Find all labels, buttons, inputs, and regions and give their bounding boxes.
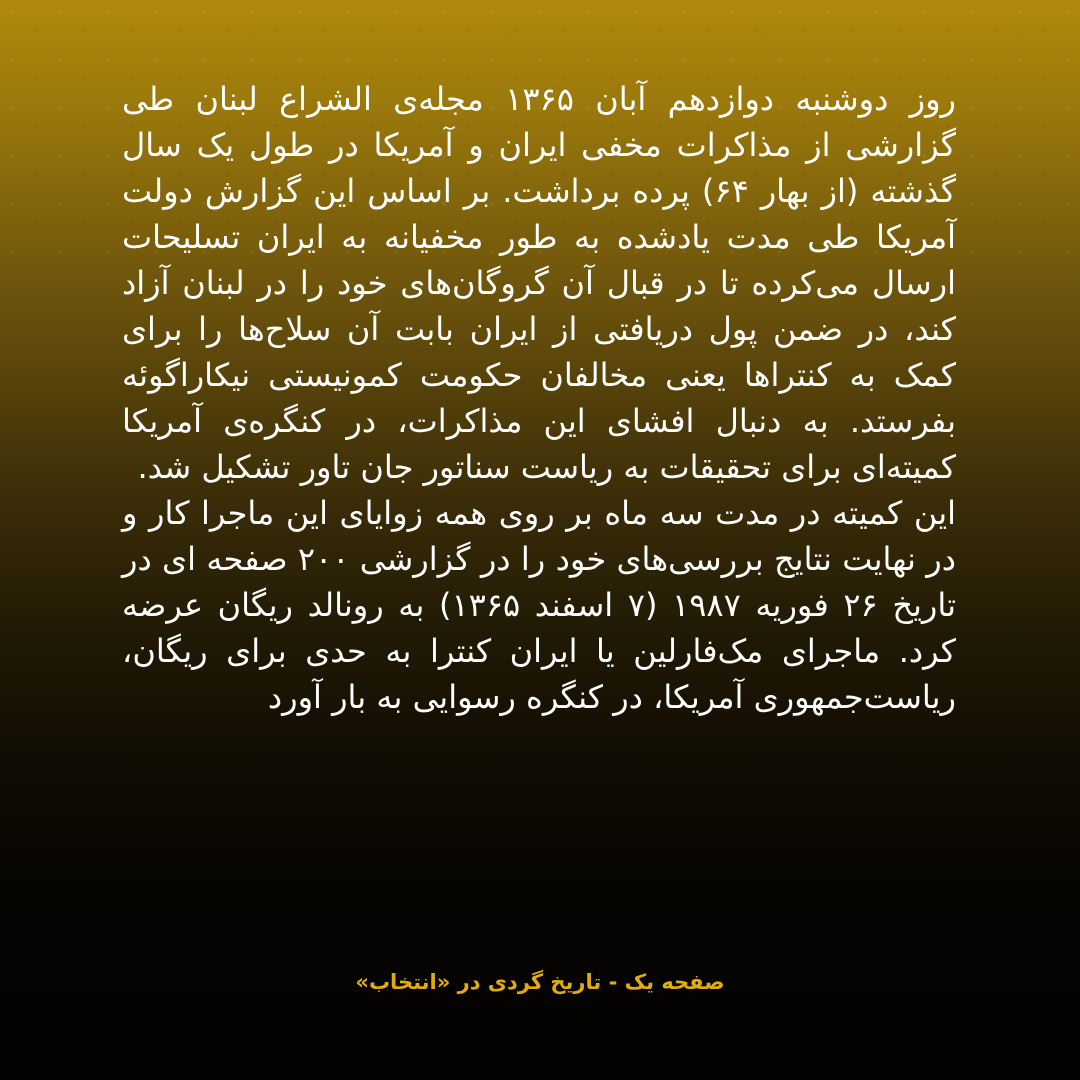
paragraph-1: روز دوشنبه دوازدهم آبان ۱۳۶۵ مجله‌ی الشراع لبنان طی گزارشی از مذاکرات مخفی ایران و آمریکا در طول یک سال گذشته (از بهار ۶۴) پرده برداشت. بر اساس این گزارش دولت آمریکا طی مدت یادشده به طور مخفیانه به ایران تسلیحات ارسال می‌کرده تا در قبال آن گروگان‌های خود را در لبنان آزاد کند، در ضمن پول دریافتی از ایران بابت آن سلاح‌ها را برای کمک به کنتراها یعنی مخالفان حکومت کمونیستی نیکاراگوئه بفرستد. به دنبال افشای این مذاکرات، در کنگره‌ی آمریکا کمیته‌ای برای تحقیقات به ریاست سناتور جان تاور تشکیل شد. [122, 80, 957, 486]
article-body [122, 76, 956, 720]
paragraph-2: این کمیته در مدت سه ماه بر روی همه زوایای این ماجرا کار و در نهایت نتایج بررسی‌های خود را در گزارشی ۲۰۰ صفحه ای در تاریخ ۲۶ فوریه ۱۹۸۷ (۷ اسفند ۱۳۶۵) به رونالد ریگان عرضه کرد. ماجرای مک‌فارلین یا ایران کنترا به حدی برای ریگان، ریاست‌جمهوری آمریکا، در کنگره رسوایی به بار آورد [122, 494, 957, 716]
footer-caption: صفحه یک - تاریخ گردی در «انتخاب» [355, 970, 725, 994]
